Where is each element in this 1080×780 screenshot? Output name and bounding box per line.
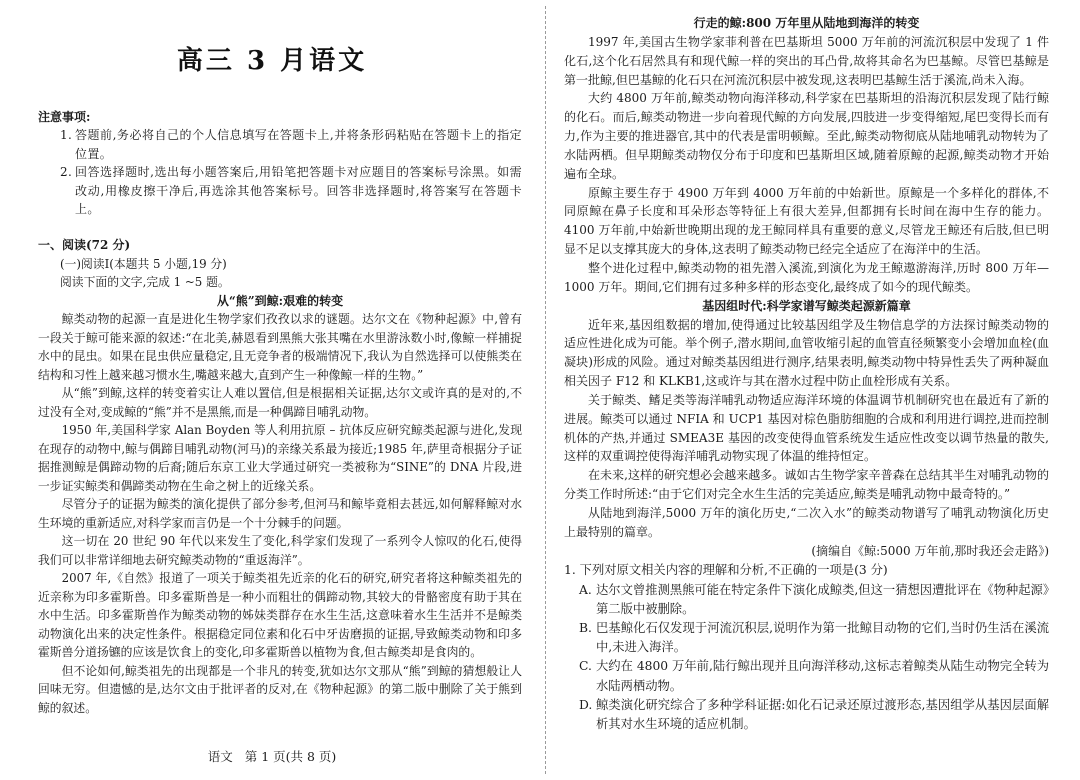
- column-divider: [545, 6, 546, 774]
- article-heading: 基因组时代:科学家谱写鲸类起源新篇章: [702, 298, 911, 313]
- article-paragraph: 大约 4800 万年前,鲸类动物向海洋移动,科学家在巴基斯坦的沿海沉积层发现了陆行鲸的化石。而后,鲸类动物进一步向着现代鲸的方向发展,四肢进一步变得缩短,尾巴变得长而有力,作为主要的推进器官,其中的代表是雷明顿鲸。至此,鲸类动物彻底从陆地哺乳动物转为了水陆两栖。但早期鲸类动物仅分布于印度和巴基斯坦区域,随着原鲸的起源,鲸类动物才开始遍布全球。: [564, 91, 1049, 181]
- article-paragraph: 关于鲸类、鳍足类等海洋哺乳动物适应海洋环境的体温调节机制研究也在最近有了新的进展。鲸类可以通过 NFIA 和 UCP1 基因对棕色脂肪细胞的合成和利用进行调控,进而控制机体的产热,并通过 SMEA3E 基因的改变使得血管系统发生适应性改变以调节热量的散失,这样的双重调控使得海洋哺乳动物实现了体温的维持恒定。: [564, 392, 1049, 464]
- option-item: [564, 619, 1049, 657]
- article-paragraph: 从陆地到海洋,5000 万年的演化历史,“二次入水”的鲸类动物谱写了哺乳动物演化历史上最特别的篇章。: [564, 505, 1049, 539]
- article-heading: 行走的鲸:800 万年里从陆地到海洋的转变: [693, 16, 920, 30]
- article-heading: 从“熊”到鲸:艰难的转变: [216, 293, 344, 308]
- option-text: 达尔文曾推测黑熊可能在特定条件下演化成鲸类,但这一猜想因遭批评在《物种起源》第二版中被删除。: [596, 582, 1049, 616]
- article-paragraph: 但不论如何,鲸类祖先的出现都是一个非凡的转变,犹如达尔文那从“熊”到鲸的猜想般让人回味无穷。但遗憾的是,达尔文由于批评者的反对,在《物种起源》的第二版中删除了关于熊到鲸的叙述。: [38, 663, 522, 715]
- article-paragraph: 从“熊”到鲸,这样的转变着实让人难以置信,但是根据相关证据,达尔文或许真的是对的,不过没有全对,变成鲸的“熊”并不是黑熊,而是一种偶蹄目哺乳动物。: [38, 386, 522, 419]
- notices-block: [38, 108, 522, 218]
- article-paragraph: 1997 年,美国古生物学家菲利普在巴基斯坦 5000 万年前的河流沉积层中发现了 1 件化石,这个化石居然具有和现代鲸一样的突出的耳凸骨,故将其命名为巴基鲸。尽管巴基鲸是第一批鲸,但巴基鲸的化石只在河流沉积层中被发现,这表明巴基鲸生活于溪流,尚未入海。: [564, 34, 1049, 87]
- left-column-reading: [38, 236, 522, 717]
- footer-subject: 语文: [207, 749, 233, 764]
- notice-text: 回答选择题时,选出每小题答案后,用铅笔把答题卡对应题目的答案标号涂黑。如需改动,用橡皮擦干净后,再选涂其他答案标号。回答非选择题时,将答案写在答题卡上。: [75, 165, 522, 217]
- page-title: 高三 3 月语文: [176, 46, 368, 76]
- notice-number: 2.: [60, 165, 73, 180]
- notice-text: 答题前,务必将自己的个人信息填写在答题卡上,并将条形码粘贴在答题卡上的指定位置。: [75, 128, 522, 161]
- reading-instruction: 阅读下面的文字,完成 1 ~5 题。: [60, 275, 230, 289]
- option-label: A.: [579, 582, 592, 597]
- article-paragraph: 2007 年,《自然》报道了一项关于鲸类祖先近亲的化石的研究,研究者将这种鲸类祖先的近亲称为印多霍斯兽。印多霍斯兽是一种小而粗壮的偶蹄动物,其较大的骨骼密度有助于其在水中生活。印多霍斯兽作为鲸类动物的姊妹类群存在水生生活,这意味着水生生活并不是鲸类动物演化出来的决定性条件。根据稳定同位素和化石中牙齿磨损的证据,导致鲸类动物和印多霍斯兽分道扬镳的应该是饮食上的变化,印多霍斯兽以植物为食,但古鲸类却是食肉的。: [38, 571, 522, 659]
- article-paragraph: 鲸类动物的起源一直是进化生物学家们孜孜以求的谜题。达尔文在《物种起源》中,曾有一段关于鲸可能来源的叙述:“在北美,赫恩看到黑熊大张其嘴在水里游泳数小时,像鲸一样捕捉水中的昆虫。如果在昆虫供应量稳定,且无竞争者的极端情况下,我认为自然选择可以使熊类在结构和习性上越来越习惯水生,嘴越来越大,直到产生一种像鲸一样的生物。”: [38, 312, 522, 382]
- article-paragraph: 近年来,基因组数据的增加,使得通过比较基因组学及生物信息学的方法探讨鲸类动物的适应性进化成为可能。举个例子,潜水期间,血管收缩引起的血管直径频繁变小会增加血栓(血凝块)形成的风险。通过对鲸类基因组进行测序,结果表明,鲸类动物中特异性丢失了两种凝血相关因子 F12 和 KLKB1,这或许与其在潜水过程中防止血栓形成有关系。: [564, 317, 1049, 389]
- option-text: 鲸类演化研究综合了多种学科证据:如化石记录还原过渡形态,基因组学从基因层面解析其对水生环境的适应机制。: [596, 697, 1049, 732]
- notice-number: 1.: [60, 128, 73, 143]
- option-item: [564, 657, 1049, 695]
- page-footer: [38, 749, 506, 765]
- article-paragraph: 在未来,这样的研究想必会越来越多。诚如古生物学家辛普森在总结其半生对哺乳动物的分类工作时所述:“由于它们对完全水生生活的完美适应,鲸类是哺乳动物中最奇特的。”: [564, 468, 1049, 502]
- article-paragraph: 1950 年,美国科学家 Alan Boyden 等人利用抗原 – 抗体反应研究鲸类起源与进化,发现在现存的动物中,鲸与偶蹄目哺乳动物(河马)的亲缘关系最为接近;1985 年,萨里奇根据分子证据推测鲸是偶蹄动物的后裔;随后东京工业大学通过研究一类被称为“SINE”的 DNA 片段,进一步证实鲸类和偶蹄类动物在生命之树上的近缘关系。: [38, 423, 522, 493]
- section-heading: 一、阅读(72 分): [38, 238, 131, 252]
- option-text: 巴基鲸化石仅发现于河流沉积层,说明作为第一批鲸目动物的它们,当时仍生活在溪流中,未进入海洋。: [596, 621, 1049, 655]
- option-item: [564, 581, 1049, 619]
- question-block: [564, 561, 1049, 734]
- article-source: (摘编自《鲸:5000 万年前,那时我还会走路》): [811, 543, 1049, 558]
- question-stem: 1. 下列对原文相关内容的理解和分析,不正确的一项是(3 分): [564, 563, 888, 578]
- notice-item: [38, 163, 522, 218]
- option-label: D.: [579, 697, 593, 712]
- article-paragraph: 原鲸主要生存于 4900 万年到 4000 万年前的中始新世。原鲸是一个多样化的群体,不同原鲸在鼻子长度和耳朵形态等特征上有很大差异,但都拥有长时间在海中生存的能力。4100 万年前,中始新世晚期出现的龙王鲸同样具有重要的意义,尽管龙王鲸还有后肢,但已明显不足以支撑其庞大的身体,这表明了鲸类动物已经完全适应了在海洋中的生活。: [564, 185, 1049, 257]
- subsection-heading: (一)阅读Ⅰ(本题共 5 小题,19 分): [60, 256, 227, 271]
- footer-page-number: 第 1 页(共 8 页): [244, 749, 337, 764]
- option-label: C.: [579, 659, 592, 674]
- article-paragraph: 尽管分子的证据为鲸类的演化提供了部分参考,但河马和鲸毕竟相去甚远,如何解释鲸对水生环境的重新适应,对科学家而言仍是一个十分棘手的问题。: [38, 497, 522, 530]
- right-column: [564, 14, 1049, 734]
- article-paragraph: 整个进化过程中,鲸类动物的祖先潜入溪流,到演化为龙王鲸遨游海洋,历时 800 万年—1000 万年。期间,它们拥有过多种多样的形态变化,最终成了如今的现代鲸类。: [564, 260, 1049, 294]
- article-paragraph: 这一切在 20 世纪 90 年代以来发生了变化,科学家们发现了一系列令人惊叹的化石,使得我们可以非常详细地去研究鲸类动物的“重返海洋”。: [38, 534, 522, 567]
- option-text: 大约在 4800 万年前,陆行鲸出现并且向海洋移动,这标志着鲸类从陆生动物完全转为水陆两栖动物。: [596, 659, 1049, 693]
- notice-item: [38, 126, 522, 163]
- option-item: [564, 696, 1049, 734]
- option-label: B.: [579, 621, 592, 636]
- notices-heading: 注意事项:: [38, 110, 91, 124]
